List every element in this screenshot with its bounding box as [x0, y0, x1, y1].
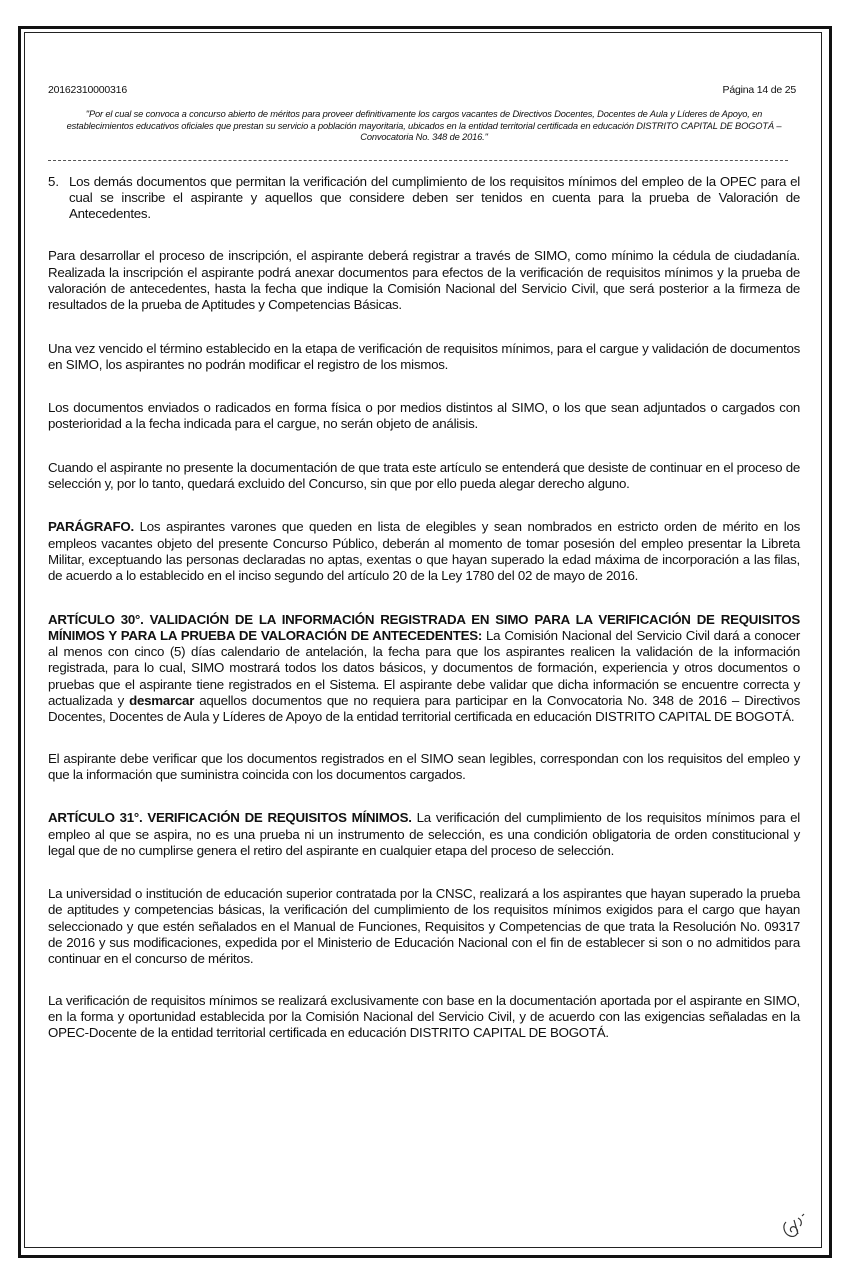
header-divider — [48, 160, 788, 161]
list-item-text: Los demás documentos que permitan la verificación del cumplimiento de los requisitos mínimos del empleo de la OPEC para el cual se inscribe el aspirante y aquellos que considere deben ser tenidos en cuenta para la prueba de Valoración de Antecedentes. — [69, 173, 800, 222]
paragraph: La universidad o institución de educación superior contratada por la CNSC, realizará a los aspirantes que hayan superado la prueba de aptitudes y competencias básicas, la verificación del cumplimiento de los requisitos mínimos exigidos para el cargo que hayan seleccionado y que estén señalados en el Manual de Funciones, Requisitos y Competencias de que trata la Resolución No. 09317 de 2016 y sus modificaciones, expedida por el Ministerio de Educación Nacional con el fin de establecer si son o no admitidos para continuar en el concurso de méritos. — [48, 886, 800, 967]
article-30-emphasis: desmarcar — [129, 693, 195, 709]
page-header — [48, 84, 800, 96]
document-page — [48, 84, 800, 1041]
paragraph: El aspirante debe verificar que los documentos registrados en el SIMO sean legibles, correspondan con los requisitos del empleo y que la información que suministra coincida con los documentos cargados. — [48, 750, 800, 782]
article-31-text: La verificación del cumplimiento de los requisitos mínimos para el empleo al que se aspira, no es una prueba ni un instrumento de selección, es una condición obligatoria de orden constitucional y legal que de no cumplirse genera el retiro del aspirante en cualquier etapa del proceso de selección. — [48, 810, 800, 858]
article-30 — [48, 612, 800, 726]
page-number: Página 14 de 25 — [722, 84, 796, 96]
initials-signature-icon — [780, 1212, 808, 1240]
paragraph: Para desarrollar el proceso de inscripción, el aspirante deberá registrar a través de SIMO, como mínimo la cédula de ciudadanía. Realizada la inscripción el aspirante podrá anexar documentos para efectos de la verificación de requisitos mínimos y la prueba de valoración de antecedentes, hasta la fecha que indique la Comisión Nacional del Servicio Civil, que será posterior a la firmeza de resultados de la prueba de Aptitudes y Competencias Básicas. — [48, 248, 800, 313]
paragrafo-label: PARÁGRAFO. — [48, 519, 134, 535]
article-30-text-cont: aquellos documentos que no requiera para participar en la Convocatoria No. 348 de 2016 – Directivos Docentes, Docentes de Aula y Líderes de Apoyo de la entidad territorial certificada en educación DISTRITO CAPITAL DE BOGOTÁ. — [48, 693, 800, 725]
list-number: 5. — [48, 173, 60, 189]
paragraph: Los documentos enviados o radicados en forma física o por medios distintos al SIMO, o los que sean adjuntados o cargados con posterioridad a la fecha indicada para el cargue, no serán objeto de análisis. — [48, 400, 800, 432]
document-number: 20162310000316 — [48, 84, 127, 96]
paragraph: La verificación de requisitos mínimos se realizará exclusivamente con base en la documentación aportada por el aspirante en SIMO, en la forma y oportunidad establecida por la Comisión Nacional del Servicio Civil, y de acuerdo con las exigencias señaladas en la OPEC-Docente de la entidad territorial certificada en educación DISTRITO CAPITAL DE BOGOTÁ. — [48, 992, 800, 1041]
paragraph: Una vez vencido el término establecido en la etapa de verificación de requisitos mínimos, para el cargue y validación de documentos en SIMO, los aspirantes no podrán modificar el registro de los mismos. — [48, 340, 800, 372]
article-30-title: ARTÍCULO 30°. VALIDACIÓN DE LA INFORMACIÓN REGISTRADA EN SIMO PARA LA VERIFICACIÓN DE REQUISITOS MÍNIMOS Y PARA LA PRUEBA DE VALORACIÓN DE ANTECEDENTES: — [48, 611, 800, 643]
article-31 — [48, 810, 800, 859]
article-31-title: ARTÍCULO 31°. VERIFICACIÓN DE REQUISITOS MÍNIMOS. — [48, 810, 412, 826]
list-item-5 — [48, 174, 800, 223]
resolution-caption: "Por el cual se convoca a concurso abierto de méritos para proveer definitivamente los cargos vacantes de Directivos Docentes, Docentes de Aula y Líderes de Apoyo, en establecimientos educativos oficiales que prestan su servicio a población mayoritaria, ubicados en la entidad territorial certificada en educación DISTRITO CAPITAL DE BOGOTÁ – Convocatoria No. 348 de 2016." — [66, 109, 782, 142]
paragraph: Cuando el aspirante no presente la documentación de que trata este artículo se entenderá que desiste de continuar en el proceso de selección y, por lo tanto, quedará excluido del Concurso, sin que por ello pueda alegar derecho alguno. — [48, 459, 800, 492]
paragrafo-text: Los aspirantes varones que queden en lista de elegibles y sean nombrados en estricto orden de mérito en los empleos vacantes objeto del presente Concurso Público, deberán al momento de tomar posesión del empleo presentar la Libreta Militar, exceptuando las personas declaradas no aptas, exentas o que hayan superado la edad máxima de incorporación a las filas, de acuerdo a lo establecido en el inciso segundo del artículo 20 de la Ley 1780 del 02 de mayo de 2016. — [48, 519, 800, 584]
paragrafo — [48, 519, 800, 584]
article-30-text: La Comisión Nacional del Servicio Civil dará a conocer al menos con cinco (5) días calendario de antelación, la fecha para que los aspirantes realicen la validación de la información registrada, para lo cual, SIMO mostrará todos los datos básicos, y documentos de formación, experiencia y otros documentos o pruebas que el aspirante tiene registrados en el Sistema. El aspirante debe validar que dicha información se encuentre correcta y actualizada y — [48, 627, 800, 709]
